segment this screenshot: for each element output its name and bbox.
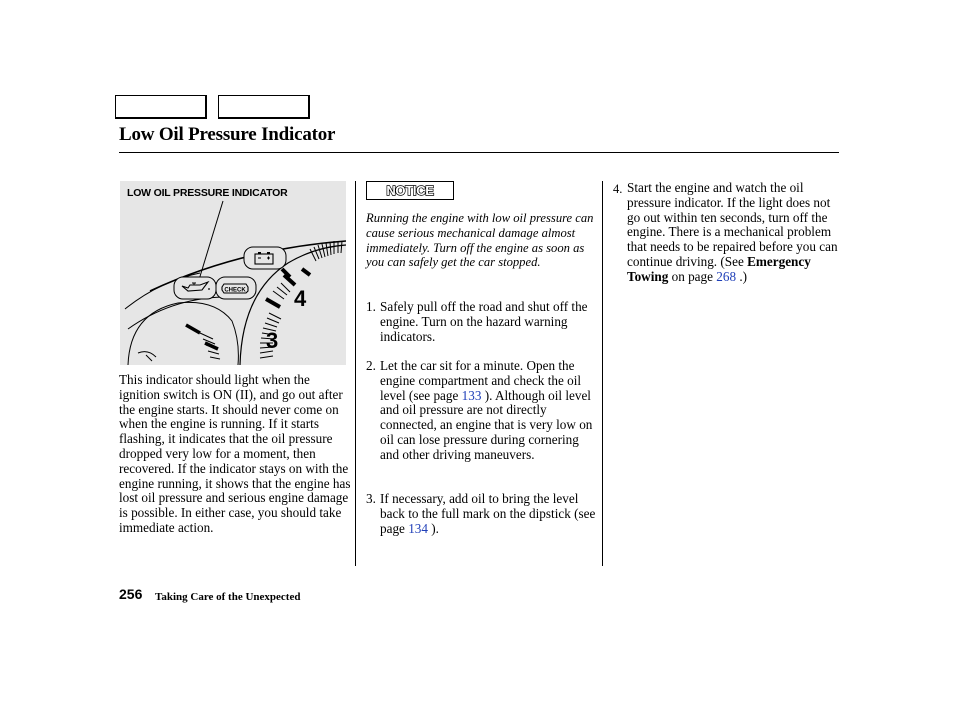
notice-text: Running the engine with low oil pressure can cause serious mechanical damage almost immediately. Turn off the engine as soon as you can safely get the car stopped. [366,211,594,270]
page-link-133[interactable]: 133 [461,387,482,403]
step-text-before: Let the car sit for a minute. Open the engine compartment and check the oil level (see page [380,358,582,403]
step-text-after: ). [427,520,439,536]
step-text-after: ). Although oil level and oil pressure are not directly connected, an engine that is very low on oil can lose pressure during cornering and other driving maneuvers. [380,387,593,462]
step-number: 4. [613,182,623,196]
step-number: 2. [366,358,376,373]
check-lamp-text: CHECK [224,287,246,294]
step-text [366,359,598,463]
step-4 [613,181,845,285]
section-tab-2[interactable] [218,95,310,119]
page-title: Low Oil Pressure Indicator [119,124,336,145]
emergency-towing-reference: Emergency Towing [627,253,811,284]
page-link-134[interactable]: 134 [408,520,428,536]
section-tab-1[interactable] [115,95,207,119]
gauge-number-4: 4 [294,286,307,311]
step-text: Safely pull off the road and shut off the engine. Turn on the hazard warning indicators. [380,299,588,344]
page-link-268[interactable]: 268 [716,268,737,284]
indicator-description: This indicator should light when the ignition switch is ON (II), and go out after the engine starts. It should never come on when the engine is running. If it starts flashing, it indicates that the oil pressure dropped very low for a moment, then recovered. If the indicator stays on with the engine running, it shows that the engine has lost oil pressure and serious engine damage is possible. In either case, you should take immediate action. [119,372,351,535]
notice-box [366,181,454,200]
figure-label: LOW OIL PRESSURE INDICATOR [127,187,288,199]
step-text-before: Start the engine and watch the oil pressure indicator. If the light does not go out within ten seconds, turn off the engine. There is a mechanical problem that needs to be repaired before you can continue driving. (See [627,180,838,269]
step-text-before: If necessary, add oil to bring the level back to the full mark on the dipstick (see page [380,491,596,536]
gauge-number-3: 3 [266,328,279,353]
step-text-after: .) [736,268,748,284]
step-number: 1. [366,299,376,314]
step-text [613,181,845,285]
page-number: 256 [119,586,143,602]
column-divider-1 [355,181,356,566]
step-1 [366,300,598,344]
gauge-numbers [120,181,346,365]
step-2 [366,359,598,463]
title-divider [119,152,839,153]
step-text [366,492,598,536]
step-number: 3. [366,491,376,506]
column-divider-2 [602,181,603,566]
notice-label: NOTICE [386,183,434,198]
step-3 [366,492,598,536]
instrument-panel-figure [120,181,346,365]
section-name: Taking Care of the Unexpected [155,591,301,603]
step-text-mid: on page [668,268,717,284]
